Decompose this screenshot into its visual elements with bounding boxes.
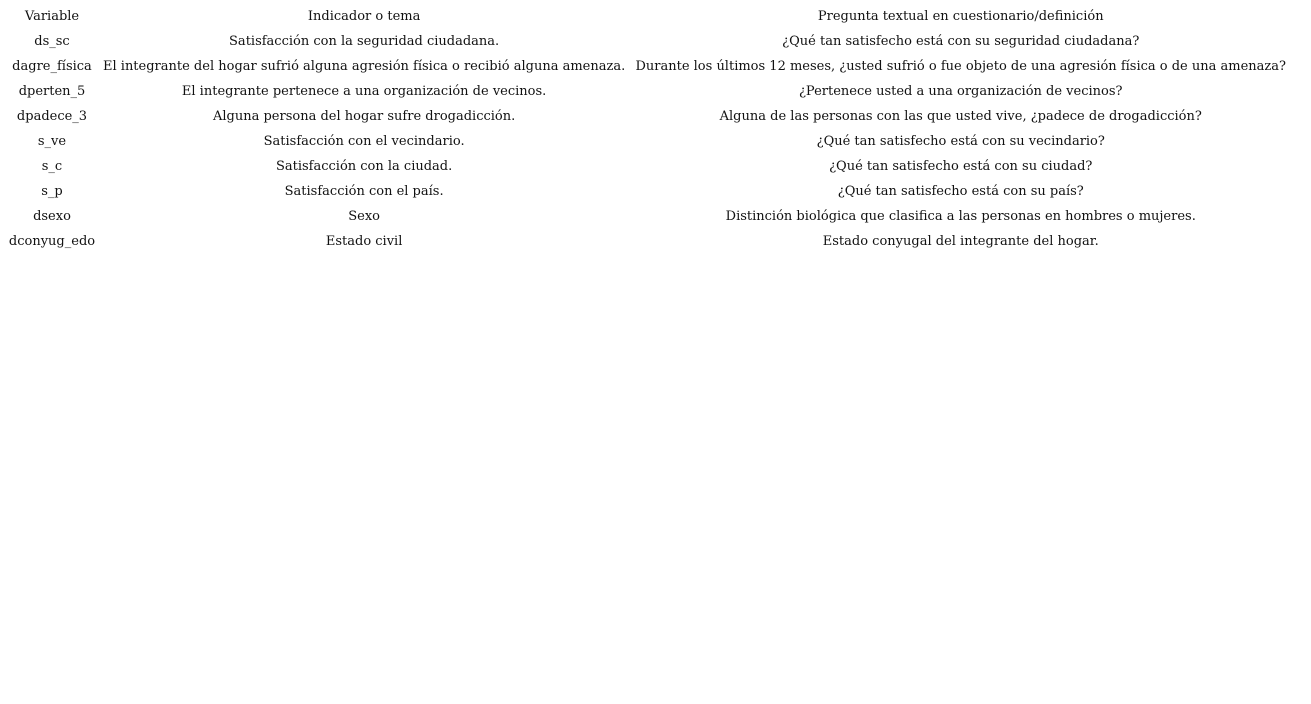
indicator-cell: Alguna persona del hogar sufre drogadicción. — [212, 109, 516, 124]
table-row — [3, 204, 1294, 229]
indicator-cell: Satisfacción con el vecindario. — [263, 134, 465, 149]
indicator-cell: El integrante pertenece a una organización de vecinos. — [181, 84, 547, 99]
variable-cell: dperten_5 — [18, 84, 86, 99]
variable-cell: s_ve — [37, 134, 67, 149]
indicator-cell: Satisfacción con la seguridad ciudadana. — [229, 34, 500, 49]
table-row — [3, 129, 1294, 154]
table-row — [3, 29, 1294, 54]
variable-cell: dpadece_3 — [16, 109, 88, 124]
indicator-cell: Estado civil — [325, 234, 403, 249]
header-variable: Variable — [24, 9, 80, 24]
question-cell: ¿Pertenece usted a una organización de vecinos? — [798, 84, 1123, 99]
question-cell: Estado conyugal del integrante del hogar. — [822, 234, 1099, 249]
question-cell: ¿Qué tan satisfecho está con su ciudad? — [829, 159, 1093, 174]
variable-cell: s_p — [41, 184, 63, 199]
table-row — [3, 54, 1294, 79]
variable-cell: ds_sc — [34, 34, 70, 49]
variable-cell: dsexo — [33, 209, 71, 224]
variables-table — [3, 4, 1294, 254]
variable-cell: dconyug_edo — [8, 234, 96, 249]
question-cell: ¿Qué tan satisfecho está con su país? — [837, 184, 1084, 199]
variable-cell: dagre_física — [12, 59, 92, 74]
header-question: Pregunta textual en cuestionario/definición — [817, 9, 1104, 24]
indicator-cell: El integrante del hogar sufrió alguna agresión física o recibió alguna amenaza. — [103, 59, 626, 74]
question-cell: ¿Qué tan satisfecho está con su vecindario? — [816, 134, 1105, 149]
table-row — [3, 229, 1294, 254]
table-header-row — [3, 4, 1294, 29]
table-row — [3, 79, 1294, 104]
table-row — [3, 154, 1294, 179]
question-cell: ¿Qué tan satisfecho está con su seguridad ciudadana? — [782, 34, 1140, 49]
variable-cell: s_c — [41, 159, 63, 174]
table-row — [3, 179, 1294, 204]
indicator-cell: Satisfacción con el país. — [284, 184, 444, 199]
question-cell: Durante los últimos 12 meses, ¿usted sufrió o fue objeto de una agresión física o de una amenaza? — [635, 59, 1286, 74]
table-row — [3, 104, 1294, 129]
question-cell: Alguna de las personas con las que usted vive, ¿padece de drogadicción? — [719, 109, 1202, 124]
indicator-cell: Sexo — [348, 209, 380, 224]
indicator-cell: Satisfacción con la ciudad. — [275, 159, 453, 174]
question-cell: Distinción biológica que clasifica a las personas en hombres o mujeres. — [725, 209, 1196, 224]
header-indicator: Indicador o tema — [307, 9, 421, 24]
